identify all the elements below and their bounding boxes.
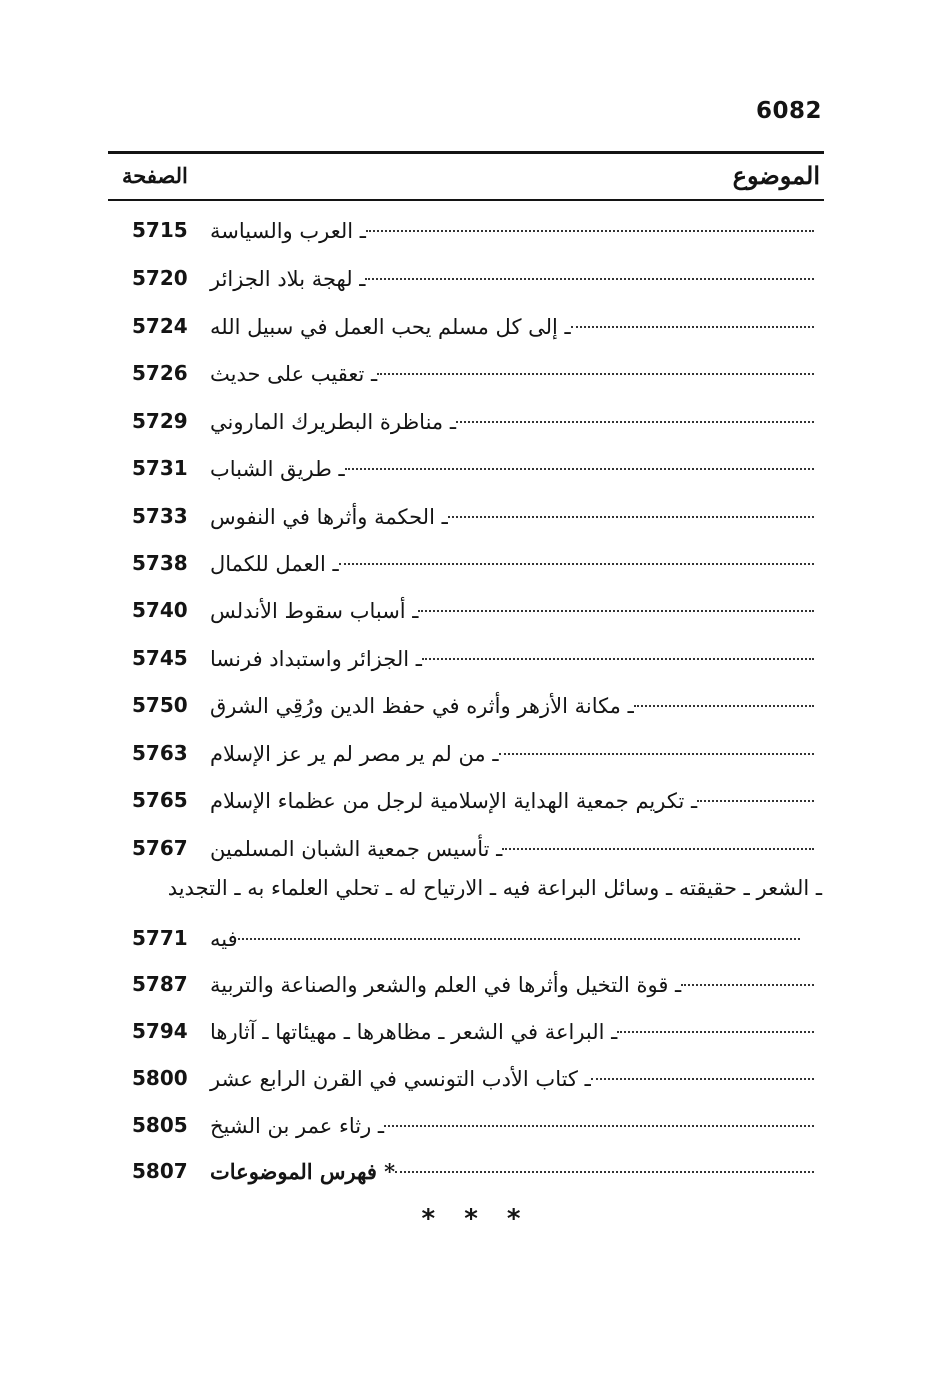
toc-entry: [132, 725, 822, 773]
toc-entry: [132, 488, 822, 536]
toc-title: ـ مكانة الأزهر وأثره في حفظ الدين ورُقِي الشرق: [210, 694, 634, 718]
dot-leader: [571, 326, 814, 328]
dot-leader: [339, 563, 814, 565]
toc-entry: [132, 250, 822, 298]
toc-page-number: 5763: [132, 741, 188, 765]
toc-page-number: 5807: [132, 1159, 188, 1183]
toc-entry: [132, 298, 822, 346]
toc-line: [210, 216, 822, 246]
toc-entry: [132, 1050, 822, 1098]
toc-line: [210, 1157, 822, 1187]
toc-line: [210, 549, 822, 579]
dot-leader: [697, 800, 814, 802]
toc-page-number: 5771: [132, 926, 188, 950]
toc-line: [210, 264, 822, 294]
toc-title: ـ الحكمة وأثرها في النفوس: [210, 505, 448, 529]
toc-line: [210, 786, 822, 816]
toc-entry: [132, 910, 822, 958]
toc-title: ـ تأسيس جمعية الشبان المسلمين: [210, 837, 503, 861]
toc-title: ـ العمل للكمال: [210, 552, 339, 576]
toc-page-number: 5794: [132, 1019, 188, 1043]
toc-title: * فهرس الموضوعات: [210, 1159, 396, 1184]
toc-title: ـ الجزائر واستبداد فرنسا: [210, 647, 422, 671]
toc-page-number: 5726: [132, 361, 188, 385]
toc-page-number: 5724: [132, 314, 188, 338]
dot-leader: [456, 421, 814, 423]
toc-page-number: 5800: [132, 1066, 188, 1090]
toc-entry: [132, 677, 822, 725]
toc-page-number: 5715: [132, 218, 188, 242]
toc-line: [210, 691, 822, 721]
toc-entry: [132, 582, 822, 630]
dot-leader: [422, 658, 814, 660]
toc-line: [210, 596, 822, 626]
toc-entry: [132, 956, 822, 1004]
toc-page-number: 5805: [132, 1113, 188, 1137]
toc-page-number: 5767: [132, 836, 188, 860]
toc-title: ـ رثاء عمر بن الشيخ: [210, 1114, 385, 1138]
toc-entry: [132, 1143, 822, 1191]
toc-title: ـ إلى كل مسلم يحب العمل في سبيل الله: [210, 315, 571, 339]
dot-leader: [418, 610, 814, 612]
dot-leader: [681, 984, 814, 986]
toc-title: ـ البراعة في الشعر ـ مظاهرها ـ مهيئاتها ـ آثارها: [210, 1020, 618, 1044]
toc-entry: [132, 772, 822, 820]
toc-page-number: 5733: [132, 504, 188, 528]
dot-leader: [395, 1171, 814, 1173]
toc-page-number: 5729: [132, 409, 188, 433]
topic-column-header: الموضوع: [732, 161, 820, 190]
toc-title-first-line: ـ الشعر ـ حقيقته ـ وسائل البراعة فيه ـ الارتياح له ـ تحلي العلماء به ـ التجديد: [167, 876, 822, 900]
toc-page-number: 5745: [132, 646, 188, 670]
dot-leader: [365, 278, 814, 280]
toc-page-number: 5738: [132, 551, 188, 575]
dot-leader: [345, 468, 814, 470]
toc-entry: [132, 202, 822, 250]
dot-leader: [499, 753, 814, 755]
toc-title: ـ لهجة بلاد الجزائر: [210, 267, 366, 291]
toc-entry: [132, 440, 822, 488]
toc-line: [210, 924, 808, 954]
toc-entry: [132, 1003, 822, 1051]
toc-entry: [132, 535, 822, 583]
toc-entry: [132, 630, 822, 678]
toc-page-number: 5765: [132, 788, 188, 812]
toc-line: [210, 359, 822, 389]
dot-leader: [617, 1031, 814, 1033]
toc-entry: [132, 393, 822, 441]
toc-page-number: 5750: [132, 693, 188, 717]
toc-page-number: 5787: [132, 972, 188, 996]
toc-title: ـ أسباب سقوط الأندلس: [210, 599, 419, 623]
toc-page-number: 5740: [132, 598, 188, 622]
page-column-header: الصفحة: [122, 163, 188, 188]
toc-line: [210, 454, 822, 484]
dot-leader: [448, 516, 814, 518]
toc-line: [210, 312, 822, 342]
toc-entry: [132, 345, 822, 393]
toc-title: ـ من لم ير مصر لم ير عز الإسلام: [210, 742, 499, 766]
toc-page-number: 5720: [132, 266, 188, 290]
dot-leader: [377, 373, 814, 375]
dot-leader: [238, 938, 800, 940]
toc-title: ـ طريق الشباب: [210, 457, 345, 481]
toc-line: [210, 739, 822, 769]
toc-title: ـ قوة التخيل وأثرها في العلم والشعر والصناعة والتربية: [210, 973, 682, 997]
end-ornament: * * *: [421, 1204, 531, 1234]
dot-leader: [502, 848, 814, 850]
toc-line: [210, 834, 822, 864]
dot-leader: [591, 1078, 814, 1080]
toc-title: ـ مناظرة البطريرك الماروني: [210, 410, 456, 434]
dot-leader: [634, 705, 814, 707]
toc-line: [210, 502, 822, 532]
toc-title: ـ تعقيب على حديث: [210, 362, 378, 386]
toc-page-number: 5731: [132, 456, 188, 480]
toc-entry: [132, 820, 822, 868]
toc-line: [210, 1064, 822, 1094]
toc-title: ـ العرب والسياسة: [210, 219, 366, 243]
toc-line: [210, 644, 822, 674]
toc-entry: [132, 1097, 822, 1145]
toc-line: [210, 970, 822, 1000]
toc-line: [210, 1111, 822, 1141]
page-number: 6082: [755, 98, 822, 124]
dot-leader: [366, 230, 814, 232]
toc-title: فيه: [210, 927, 238, 951]
toc-line: [210, 1017, 822, 1047]
toc-line: [210, 407, 822, 437]
toc-title: ـ تكريم جمعية الهداية الإسلامية لرجل من عظماء الإسلام: [210, 789, 698, 813]
dot-leader: [384, 1125, 814, 1127]
toc-title: ـ كتاب الأدب التونسي في القرن الرابع عشر: [210, 1067, 591, 1091]
